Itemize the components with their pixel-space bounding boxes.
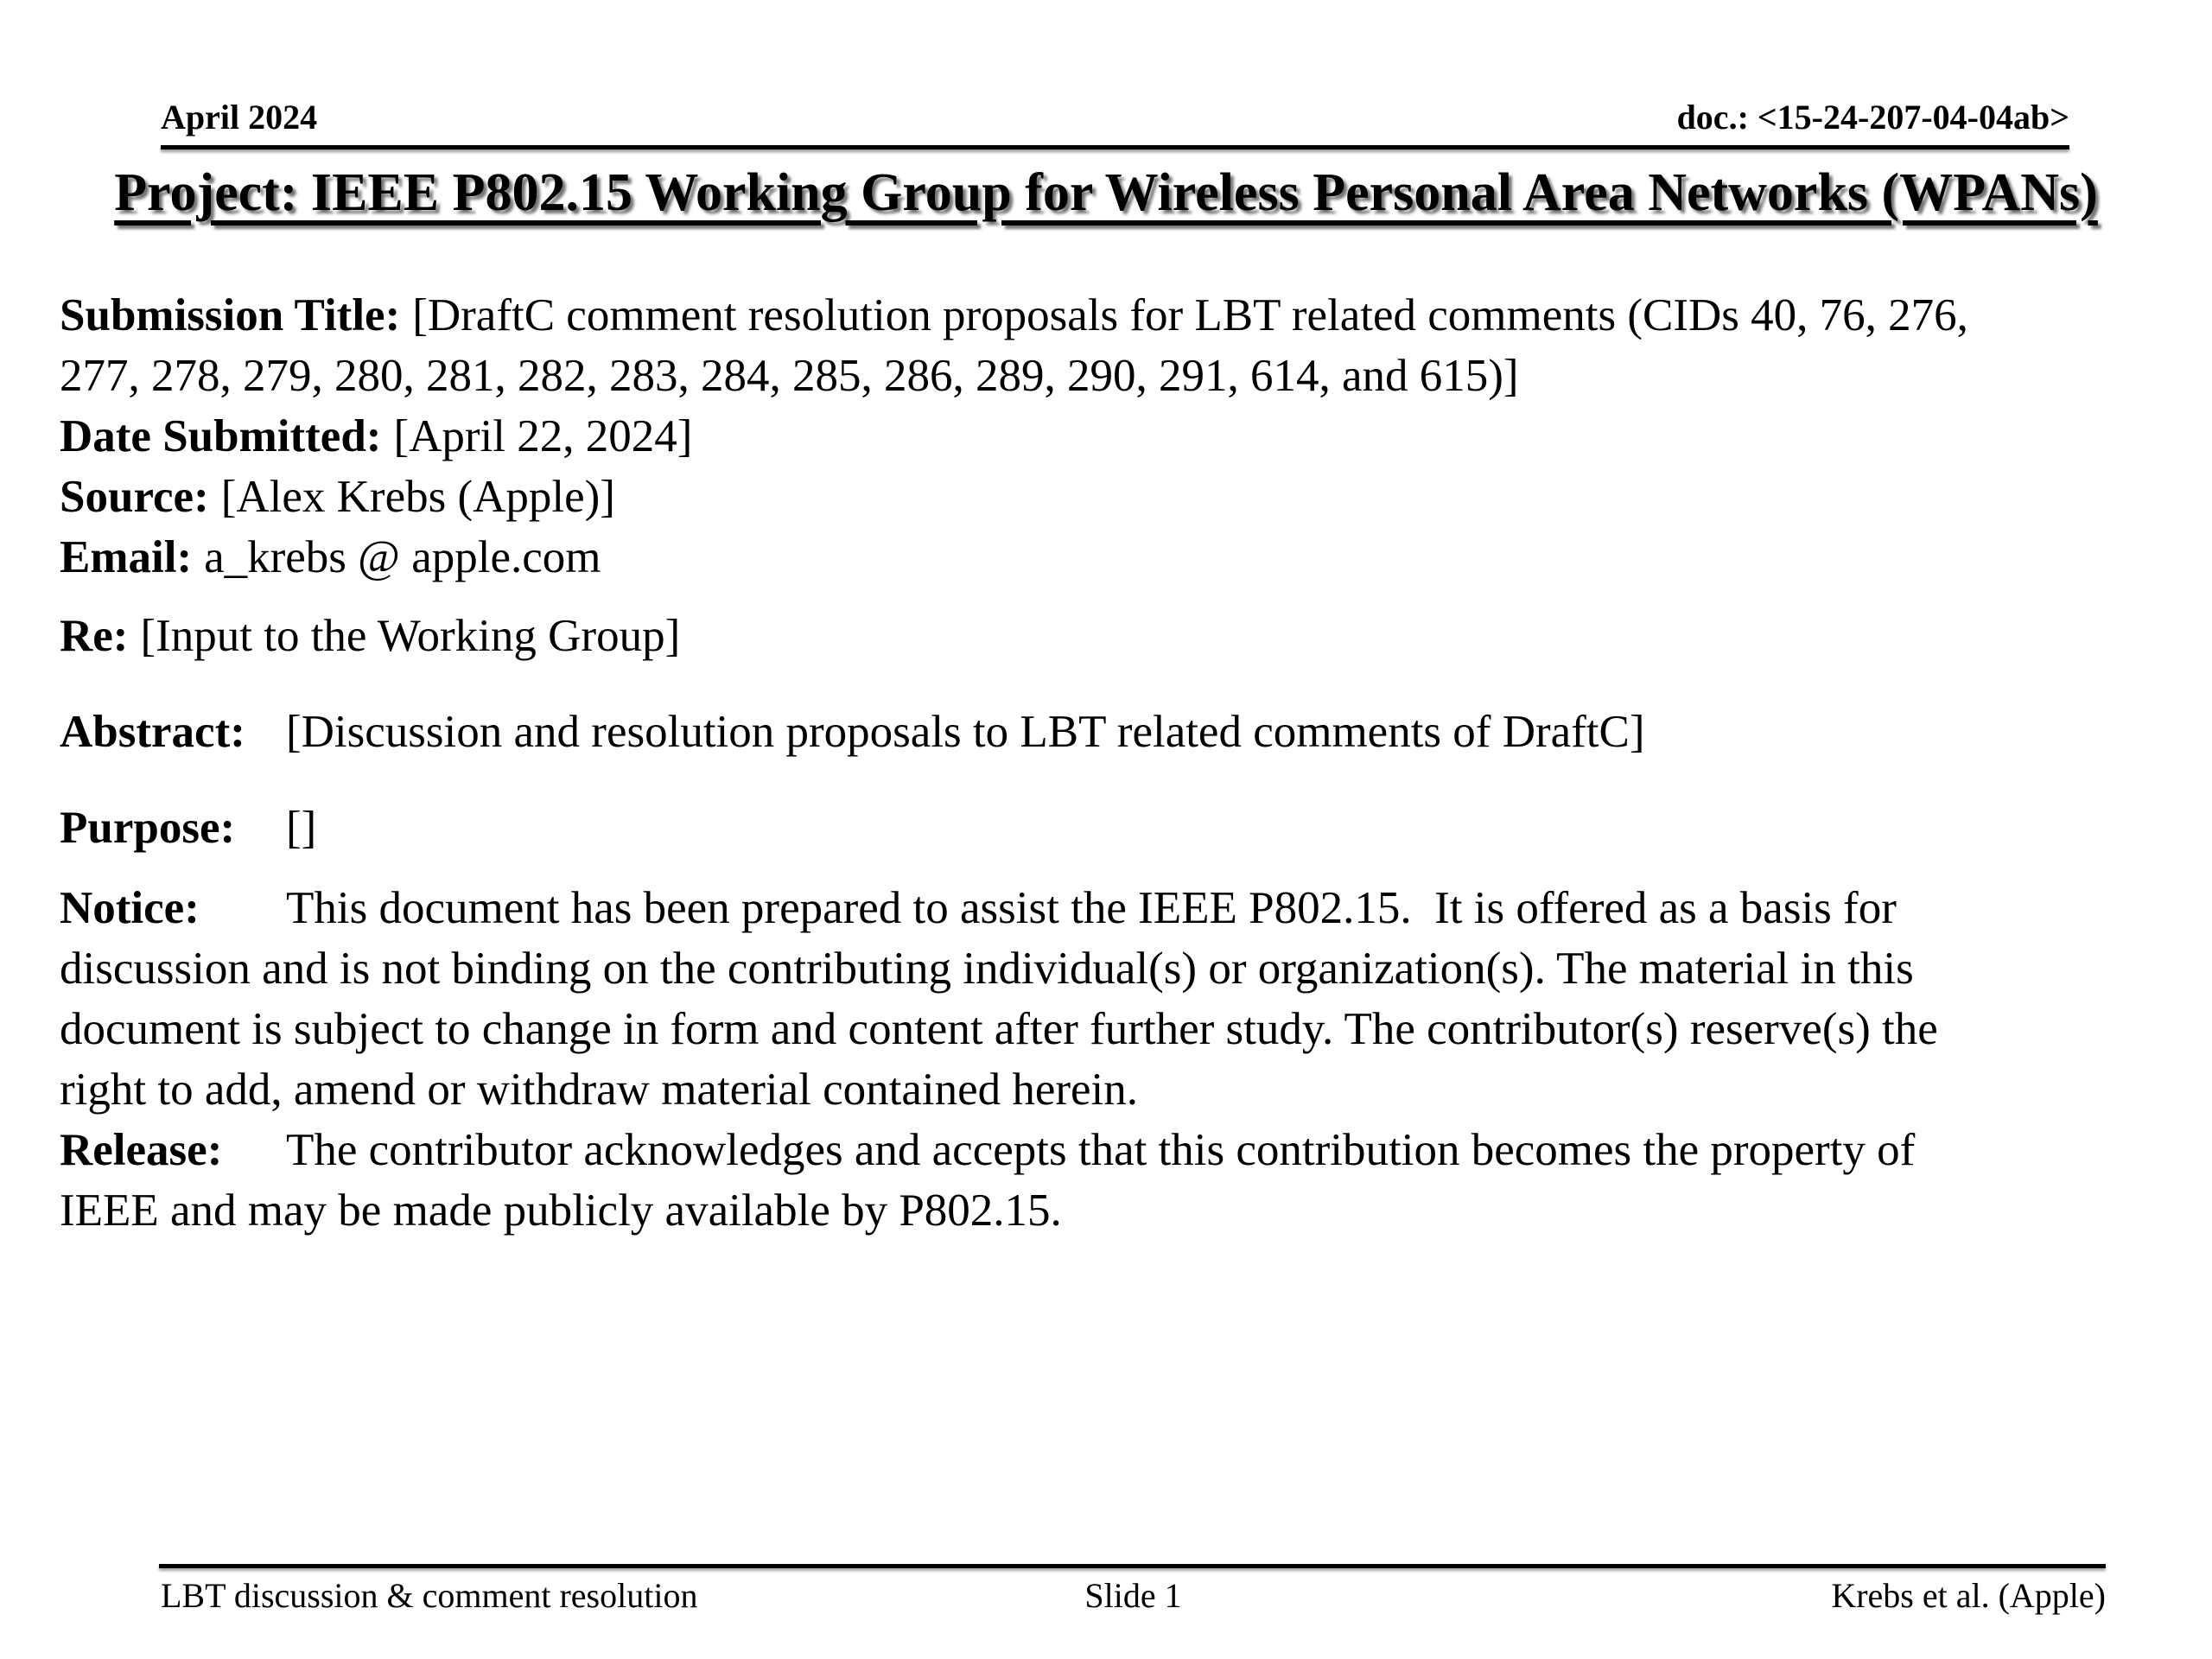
- notice-label: Notice:: [60, 883, 200, 933]
- re-value: [Input to the Working Group]: [140, 611, 681, 661]
- release-value: The contributor acknowledges and accepts that this contribution becomes the property of: [286, 1125, 1916, 1175]
- footer-slide-number: Slide 1: [1084, 1576, 1182, 1615]
- email-label: Email:: [60, 532, 193, 582]
- date-submitted-line: [60, 406, 2203, 467]
- notice-continuation: right to add, amend or withdraw material contained herein.: [60, 1065, 1139, 1115]
- release-continuation: IEEE and may be made publicly available by P802.15.: [60, 1185, 1062, 1236]
- notice-continuation: discussion and is not binding on the contributing individual(s) or organization(s). The material in this: [60, 944, 1914, 994]
- footer-document-title: LBT discussion & comment resolution: [161, 1576, 698, 1615]
- purpose-line: [60, 798, 2203, 858]
- footer-author: Krebs et al. (Apple): [1831, 1576, 2106, 1615]
- date-submitted-label: Date Submitted:: [60, 411, 382, 461]
- notice-continuation: document is subject to change in form and content after further study. The contributor(s) reserve(s) the: [60, 1004, 1938, 1054]
- header-rule: [161, 145, 2069, 149]
- submission-title-label: Submission Title:: [60, 290, 401, 340]
- submission-title-continuation: 277, 278, 279, 280, 281, 282, 283, 284, 285, 286, 289, 290, 291, 614, and 615)]: [60, 351, 1519, 401]
- source-line: [60, 467, 2203, 527]
- slide-body: [60, 285, 2203, 1241]
- email-value: a_krebs @ apple.com: [204, 532, 601, 582]
- slide-header: [161, 97, 2069, 138]
- submission-title-line: [60, 285, 2203, 346]
- purpose-value: []: [286, 803, 317, 853]
- slide-title: Project: IEEE P802.15 Working Group for Wireless Personal Area Networks (WPANs): [114, 163, 2098, 222]
- abstract-line: [60, 702, 2203, 762]
- re-label: Re:: [60, 611, 129, 661]
- re-line: [60, 606, 2203, 666]
- release-label: Release:: [60, 1125, 223, 1175]
- source-label: Source:: [60, 472, 209, 522]
- date-submitted-value: [April 22, 2024]: [393, 411, 693, 461]
- footer-rule: [159, 1564, 2106, 1568]
- release-line: [60, 1120, 2203, 1180]
- abstract-value: [Discussion and resolution proposals to LBT related comments of DraftC]: [286, 707, 1645, 757]
- purpose-label: Purpose:: [60, 803, 236, 853]
- slide-footer: [161, 1574, 2106, 1618]
- source-value: [Alex Krebs (Apple)]: [220, 472, 615, 522]
- header-date: April 2024: [161, 98, 318, 137]
- submission-title-value: [DraftC comment resolution proposals for LBT related comments (CIDs 40, 76, 276,: [412, 290, 1968, 340]
- header-doc-number: doc.: <15-24-207-04-04ab>: [1676, 98, 2069, 137]
- notice-value: This document has been prepared to assist the IEEE P802.15. It is offered as a basis for: [286, 883, 1897, 933]
- email-line: [60, 527, 2203, 588]
- abstract-label: Abstract:: [60, 707, 245, 757]
- notice-line: [60, 878, 2203, 938]
